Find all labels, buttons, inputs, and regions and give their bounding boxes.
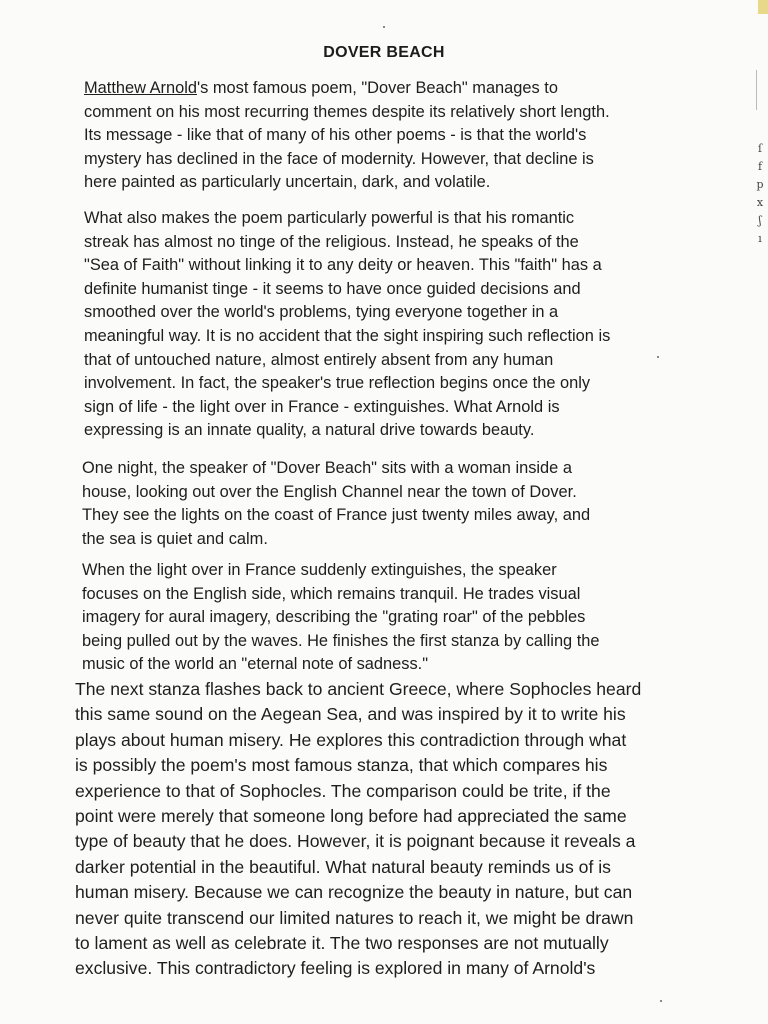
margin-mark: ı	[758, 232, 762, 245]
paragraph-line: sign of life - the light over in France - extinguishes. What Arnold is	[84, 397, 560, 416]
paragraph-line: "Sea of Faith" without linking it to any deity or heaven. This "faith" has a	[84, 256, 602, 275]
margin-mark: ſ	[757, 142, 763, 155]
paragraph-line: comment on his most recurring themes despite its relatively short length.	[84, 102, 610, 121]
paragraph-line	[84, 77, 684, 101]
paragraph-line: They see the lights on the coast of France just twenty miles away, and	[82, 506, 591, 525]
paragraph-line: What also makes the poem particularly powerful is that his romantic	[84, 209, 575, 227]
paragraph-5	[75, 677, 715, 982]
paragraph-line: smoothed over the world's problems, tying everyone together in a	[84, 303, 559, 322]
paragraph-line: this same sound on the Aegean Sea, and was inspired by it to write his	[75, 704, 626, 725]
paragraph-1	[84, 77, 684, 195]
paragraph-line: streak has almost no tinge of the religious. Instead, he speaks of the	[84, 232, 579, 251]
margin-mark: f	[757, 160, 763, 173]
paragraph-line: the sea is quiet and calm.	[82, 529, 268, 548]
document-title: DOVER BEACH	[323, 44, 445, 61]
margin-mark: p	[756, 178, 764, 191]
scan-speck	[660, 1000, 662, 1002]
paragraph-line: is possibly the poem's most famous stanza, that which compares his	[75, 755, 608, 776]
paragraph-line: to lament as well as celebrate it. The two responses are not mutually	[75, 933, 609, 954]
line-text: 's most famous poem, "Dover Beach" manages to	[196, 79, 558, 97]
paragraph-line: imagery for aural imagery, describing the "grating roar" of the pebbles	[82, 608, 586, 627]
paragraph-line: darker potential in the beautiful. What natural beauty reminds us of is	[75, 856, 611, 877]
paragraph-line: type of beauty that he does. However, it is poignant because it reveals a	[75, 831, 636, 852]
scan-speck	[383, 26, 385, 28]
author-link[interactable]: Matthew Arnold	[84, 79, 197, 97]
paragraph-line: meaningful way. It is no accident that the sight inspiring such reflection is	[84, 326, 611, 345]
margin-mark: ʃ	[758, 214, 762, 227]
paragraph-line: mystery has declined in the face of modernity. However, that decline is	[84, 149, 594, 168]
paragraph-line: exclusive. This contradictory feeling is explored in many of Arnold's	[75, 958, 596, 979]
page-edge-line	[756, 70, 757, 110]
paragraph-4	[82, 559, 682, 677]
paragraph-2	[84, 207, 684, 443]
paragraph-line: here painted as particularly uncertain, dark, and volatile.	[84, 173, 491, 192]
margin-handwriting	[752, 140, 768, 248]
paragraph-3	[82, 457, 682, 551]
paragraph-line: that of untouched nature, almost entirely absent from any human	[84, 350, 554, 369]
margin-mark: x	[756, 196, 764, 209]
paragraph-line: never quite transcend our limited natures to reach it, we might be drawn	[75, 907, 634, 928]
paragraph-line: music of the world an "eternal note of sadness."	[82, 655, 429, 674]
paragraph-line: experience to that of Sophocles. The comparison could be trite, if the	[75, 780, 611, 801]
sticky-note-edge	[758, 0, 768, 14]
paragraph-line: definite humanist tinge - it seems to have once guided decisions and	[84, 279, 581, 298]
paragraph-line: When the light over in France suddenly extinguishes, the speaker	[82, 561, 557, 579]
paragraph-line: Its message - like that of many of his other poems - is that the world's	[84, 126, 587, 145]
paragraph-line: house, looking out over the English Channel near the town of Dover.	[82, 482, 577, 501]
paragraph-line: expressing is an innate quality, a natural drive towards beauty.	[84, 421, 535, 440]
paragraph-line: plays about human misery. He explores this contradiction through what	[75, 729, 627, 750]
paragraph-line: being pulled out by the waves. He finishes the first stanza by calling the	[82, 631, 600, 650]
paragraph-line: One night, the speaker of "Dover Beach" sits with a woman inside a	[82, 459, 572, 477]
paragraph-line: human misery. Because we can recognize the beauty in nature, but can	[75, 882, 633, 903]
paragraph-line: The next stanza flashes back to ancient Greece, where Sophocles heard	[75, 679, 642, 699]
paragraph-line: focuses on the English side, which remains tranquil. He trades visual	[82, 584, 581, 603]
paragraph-line: involvement. In fact, the speaker's true reflection begins once the only	[84, 374, 591, 393]
paragraph-line: point were merely that someone long before had appreciated the same	[75, 806, 627, 827]
